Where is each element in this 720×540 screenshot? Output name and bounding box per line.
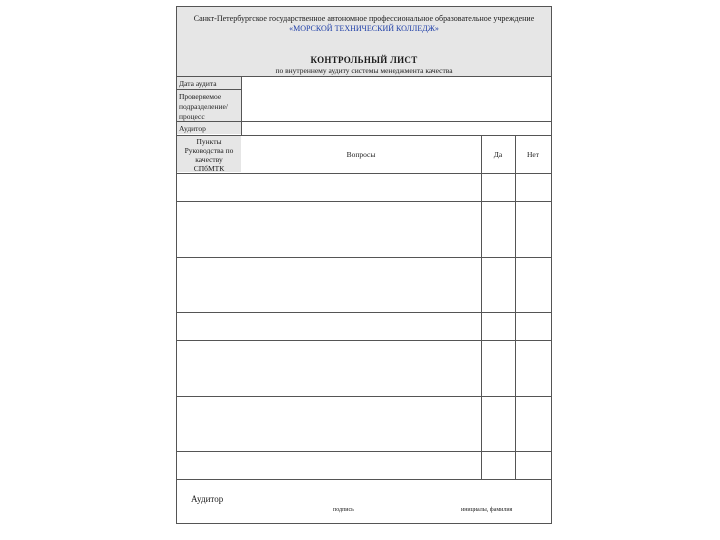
table-row-line bbox=[177, 396, 551, 397]
table-col-line bbox=[481, 136, 482, 479]
checked-unit-text-2: подразделение/ bbox=[179, 102, 228, 111]
table-row-line bbox=[177, 201, 551, 202]
checked-unit-text-3: процесс bbox=[179, 112, 205, 121]
audit-date-field[interactable] bbox=[242, 77, 551, 121]
document-header bbox=[177, 7, 551, 77]
footer-auditor-label: Аудитор bbox=[191, 494, 224, 504]
col-header-points bbox=[177, 137, 241, 173]
checked-unit-label bbox=[177, 90, 241, 121]
signature-label: подпись bbox=[333, 507, 354, 513]
audit-date-text: Дата аудита bbox=[179, 79, 217, 88]
col-points-text-1: Пункты bbox=[196, 137, 222, 146]
col-points-text-4: СПбМТК bbox=[193, 164, 225, 173]
audit-date-label bbox=[177, 77, 241, 89]
organization-name: Санкт-Петербургское государственное автономное профессиональное образовательное учреждение bbox=[193, 14, 535, 23]
table-row-line bbox=[177, 257, 551, 258]
col-header-no: Нет bbox=[526, 150, 540, 159]
document-title: КОНТРОЛЬНЫЙ ЛИСТ bbox=[310, 55, 418, 65]
table-row-line bbox=[177, 451, 551, 452]
table-row-line bbox=[177, 479, 551, 480]
college-name: «МОРСКОЙ ТЕХНИЧЕСКИЙ КОЛЛЕДЖ» bbox=[289, 24, 439, 33]
checklist-sheet bbox=[176, 6, 552, 524]
document-subtitle: по внутреннему аудиту системы менеджмента качества bbox=[275, 66, 453, 75]
checked-unit-text-1: Проверяемое bbox=[179, 92, 222, 101]
table-col-line bbox=[515, 136, 516, 479]
name-label: инициалы, фамилия bbox=[461, 507, 513, 513]
col-points-text-3: качеству bbox=[195, 155, 223, 164]
col-header-yes: Да bbox=[493, 150, 503, 159]
col-points-text-2: Руководства по bbox=[184, 146, 234, 155]
col-header-questions: Вопросы bbox=[346, 150, 376, 159]
table-row-line bbox=[177, 340, 551, 341]
auditor-label bbox=[177, 122, 241, 134]
auditor-text: Аудитор bbox=[179, 124, 206, 133]
table-row-line bbox=[177, 312, 551, 313]
auditor-field[interactable] bbox=[242, 122, 551, 135]
table-row-line bbox=[177, 173, 551, 174]
